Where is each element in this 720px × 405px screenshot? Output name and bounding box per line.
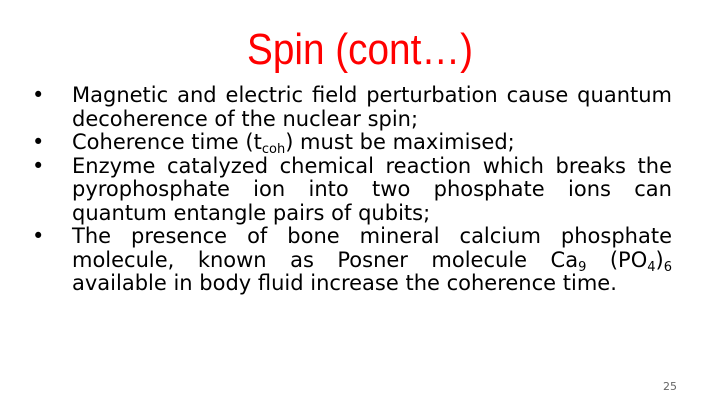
bullet-item [32,131,672,155]
bullet-item [32,84,672,131]
bullet-text: The presence of bone mineral calcium phosphate molecule, known as Posner molecule Ca [72,224,672,272]
subscript: 6 [663,259,672,275]
bullet-text: Enzyme catalyzed chemical reaction which breaks the pyrophosphate ion into two phosphate ions can quantum entangle pairs of qubits; [72,153,672,225]
page-number: 25 [663,380,677,393]
slide-title: Spin (cont…) [247,25,473,74]
bullet-dot: • [32,153,45,178]
bullet-text: available in body fluid increase the coherence time. [72,271,617,295]
subscript: 9 [578,259,587,275]
bullet-text: (PO [586,247,648,272]
bullet-dot: • [32,130,45,154]
bullet-text: Coherence time (t [72,130,262,154]
bullet-text: Magnetic and electric field perturbation cause quantum decoherence of the nuclear spin; [72,83,672,131]
bullet-item [32,225,672,296]
subscript: 4 [647,259,656,275]
bullet-dot: • [32,83,45,107]
bullet-item [32,155,672,226]
bullet-dot: • [32,224,45,248]
bullet-text: ) [655,247,664,272]
subscript: coh [261,142,286,157]
bullet-text: ) must be maximised; [285,130,515,154]
bullet-list [32,84,672,296]
